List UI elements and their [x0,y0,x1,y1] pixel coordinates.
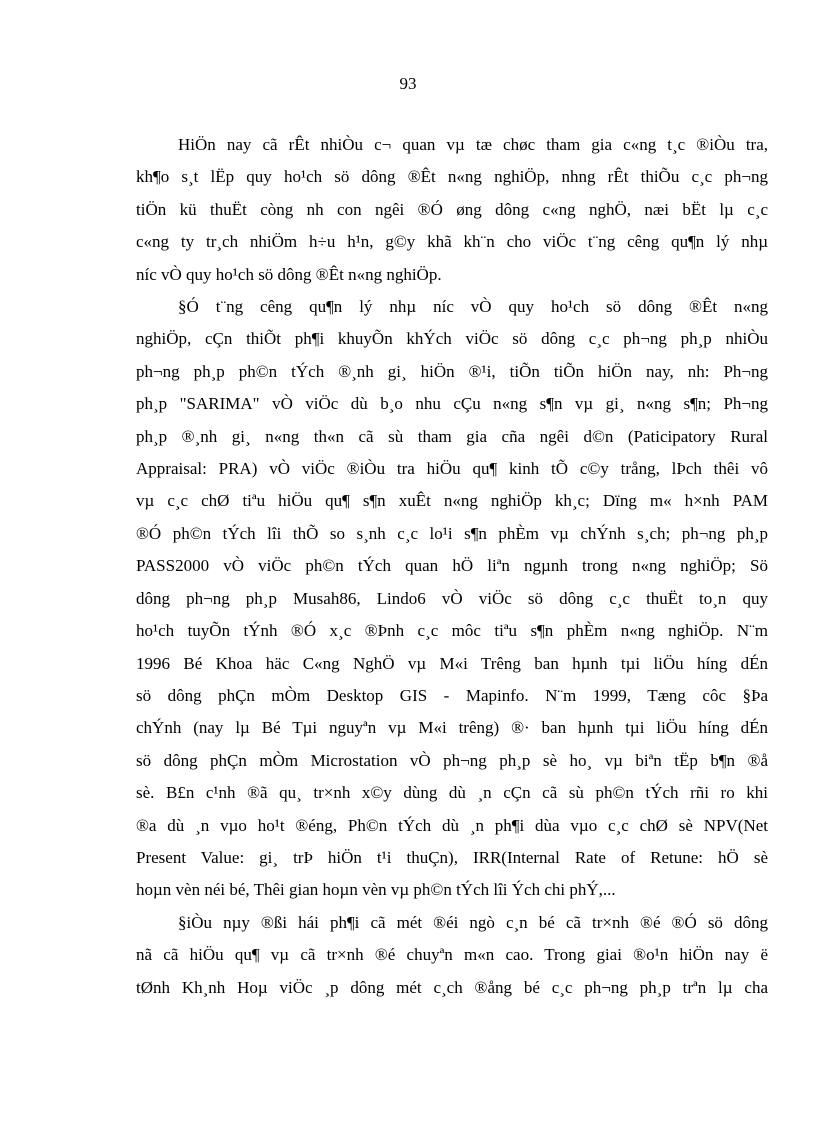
text-line: kh¶o s¸t lËp quy ho¹ch sö dông ®Êt n«ng nghiÖp, nhng rÊt thiÕu c¸c ph¬ng [136,167,768,187]
text-line: tØnh Kh¸nh Hoµ viÖc ¸p dông mét c¸ch ®ång bé c¸c ph¬ng ph¸p trªn lµ cha [136,977,768,997]
body-text [136,129,768,1004]
text-line: sè. B£n c¹nh ®ã qu¸ tr×nh x©y dùng dù ¸n cÇn cã sù ph©n tÝch rñi ro khi [136,783,768,803]
text-line: §iÒu nµy ®ßi hái ph¶i cã mét ®éi ngò c¸n bé cã tr×nh ®é ®Ó sö dông [178,912,768,932]
paragraph-3 [136,907,768,1004]
text-line: nghiÖp, cÇn thiÕt ph¶i khuyÕn khÝch viÖc sö dông c¸c ph¬ng ph¸p nhiÒu [136,329,768,349]
text-line: §Ó t¨ng cêng qu¶n lý nhµ níc vÒ quy ho¹ch sö dông ®Êt n«ng [178,297,768,317]
text-line: sö dông phÇn mÒm Desktop GIS - Mapinfo. N¨m 1999, Tæng côc §Þa [136,685,768,705]
text-line: Appraisal: PRA) vÒ viÖc ®iÒu tra hiÖu qu¶ kinh tÕ c©y trång, lÞch thêi vô [136,459,768,479]
text-line: 1996 Bé Khoa häc C«ng NghÖ vµ M«i Trêng ban hµnh tµi liÖu híng dÉn [136,653,768,673]
text-line: HiÖn nay cã rÊt nhiÒu c¬ quan vµ tæ chøc tham gia c«ng t¸c ®iÒu tra, [178,135,768,154]
text-line: sö dông phÇn mÒm Microstation vÒ ph¬ng ph¸p sè ho¸ vµ biªn tËp b¶n ®å [136,750,768,770]
text-line: vµ c¸c chØ tiªu hiÖu qu¶ s¶n xuÊt n«ng nghiÖp kh¸c; Dïng m« h×nh PAM [136,491,768,511]
text-line: ®a dù ¸n vµo ho¹t ®éng, Ph©n tÝch dù ¸n ph¶i dùa vµo c¸c chØ sè NPV(Net [136,815,768,835]
text-line: ph¸p "SARIMA" vÒ viÖc dù b¸o nhu cÇu n«ng s¶n vµ gi¸ n«ng s¶n; Ph¬ng [136,394,768,414]
text-line: ®Ó ph©n tÝch lîi thÕ so s¸nh c¸c lo¹i s¶n phÈm vµ chÝnh s¸ch; ph¬ng ph¸p [136,523,768,543]
text-line: tiÖn kü thuËt còng nh con ngêi ®Ó øng dông c«ng nghÖ, næi bËt lµ c¸c [136,199,768,219]
text-line: ho¹ch tuyÕn tÝnh ®Ó x¸c ®Þnh c¸c môc tiªu s¶n phÈm n«ng nghiÖp. N¨m [136,621,768,641]
text-line: nã cã hiÖu qu¶ vµ cã tr×nh ®é chuyªn m«n cao. Trong giai ®o¹n hiÖn nay ë [136,945,768,965]
paragraph-1 [136,129,768,291]
paragraph-2 [136,291,768,907]
text-line: PASS2000 vÒ viÖc ph©n tÝch quan hÖ liªn ngµnh trong n«ng nghiÖp; Sö [136,556,768,576]
text-line: ph¸p ®¸nh gi¸ n«ng th«n cã sù tham gia cña ngêi d©n (Paticipatory Rural [136,426,768,446]
text-line: níc vÒ quy ho¹ch sö dông ®Êt n«ng nghiÖp. [136,264,442,284]
text-line: ph¬ng ph¸p ph©n tÝch ®¸nh gi¸ hiÖn ®¹i, tiÕn tiÕn hiÖn nay, nh: Ph¬ng [136,361,768,381]
text-line: c«ng ty tr¸ch nhiÖm h÷u h¹n, g©y khã kh¨n cho viÖc t¨ng cêng qu¶n lý nhµ [136,232,768,252]
text-line: hoµn vèn néi bé, Thêi gian hoµn vèn vµ ph©n tÝch lîi Ých chi phÝ,... [136,880,616,900]
text-line: chÝnh (nay lµ Bé Tµi nguyªn vµ M«i trêng) ®· ban hµnh tµi liÖu híng dÉn [136,718,768,738]
text-line: dông ph¬ng ph¸p Musah86, Lindo6 vÒ viÖc sö dông c¸c thuËt to¸n quy [136,588,768,608]
page-number: 93 [399,74,417,93]
text-line: Present Value: gi¸ trÞ hiÖn t¹i thuÇn), IRR(Internal Rate of Retune: hÖ sè [136,847,768,867]
